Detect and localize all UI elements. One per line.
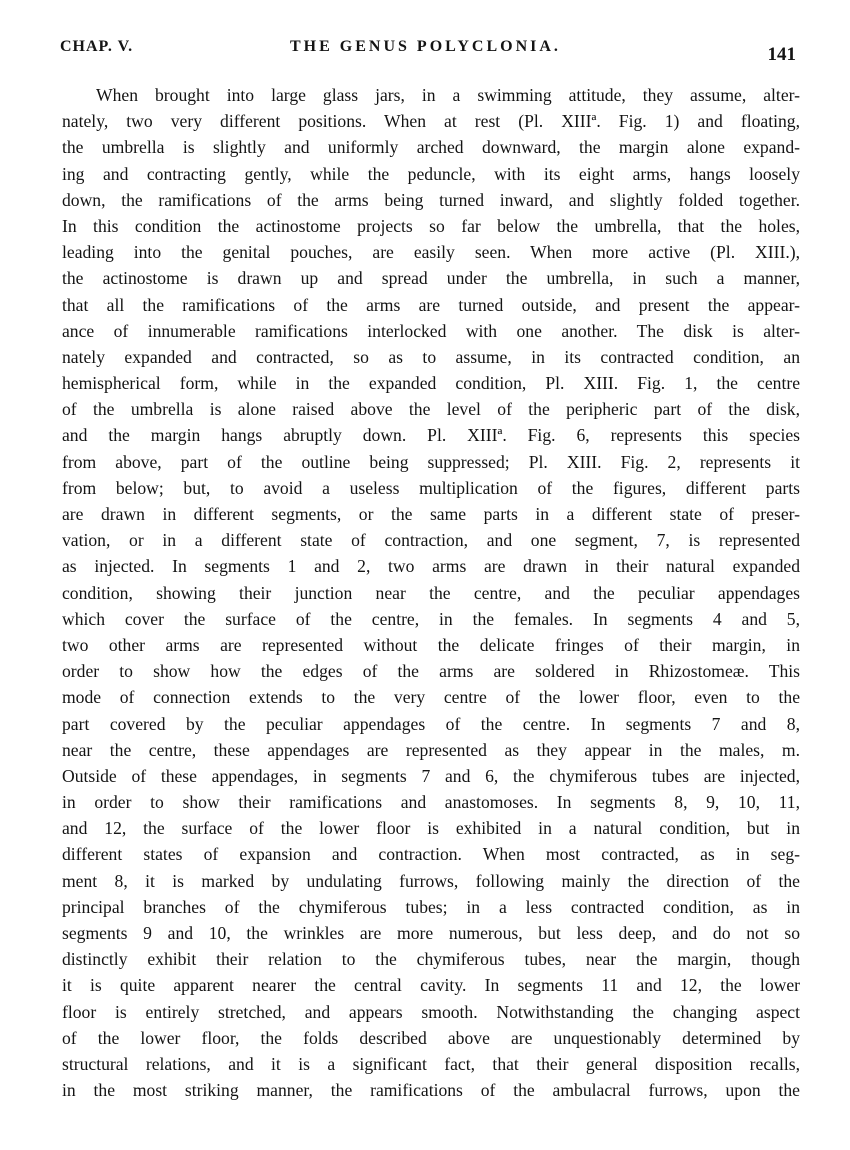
running-head bbox=[60, 32, 800, 68]
text-line: floor is entirely stretched, and appears smooth. Notwithstanding the changing aspect bbox=[62, 1001, 800, 1022]
text-line: ment 8, it is marked by undulating furrows, following mainly the direction of the bbox=[62, 870, 800, 891]
text-line: it is quite apparent nearer the central cavity. In segments 11 and 12, the lower bbox=[62, 975, 800, 996]
page-number: 141 bbox=[767, 44, 796, 65]
text-line: down, the ramifications of the arms being turned inward, and slightly folded together. bbox=[62, 189, 800, 210]
text-line: In this condition the actinostome projects so far below the umbrella, that the holes, bbox=[62, 215, 800, 236]
text-line: ing and contracting gently, while the peduncle, with its eight arms, hangs loosely bbox=[62, 163, 800, 184]
text-line: Outside of these appendages, in segments 7 and 6, the chymiferous tubes are injected, bbox=[62, 765, 800, 786]
text-line: hemispherical form, while in the expanded condition, Pl. XIII. Fig. 1, the centre bbox=[62, 373, 800, 394]
text-line: nately, two very different positions. When at rest (Pl. XIIIª. Fig. 1) and floating, bbox=[62, 111, 800, 132]
text-line: different states of expansion and contraction. When most contracted, as in seg- bbox=[62, 844, 800, 865]
text-line: that all the ramifications of the arms are turned outside, and present the appear- bbox=[62, 294, 800, 315]
text-line: mode of connection extends to the very centre of the lower floor, even to the bbox=[62, 687, 800, 708]
text-line: in order to show their ramifications and anastomoses. In segments 8, 9, 10, 11, bbox=[62, 792, 800, 813]
text-line: leading into the genital pouches, are easily seen. When more active (Pl. XIII.), bbox=[62, 242, 800, 263]
text-line: two other arms are represented without the delicate fringes of their margin, in bbox=[62, 634, 800, 655]
text-line: in the most striking manner, the ramifications of the ambulacral furrows, upon the bbox=[62, 1080, 800, 1101]
text-line: part covered by the peculiar appendages of the centre. In segments 7 and 8, bbox=[62, 713, 800, 734]
running-title: THE GENUS POLYCLONIA. bbox=[290, 38, 561, 55]
text-line: as injected. In segments 1 and 2, two arms are drawn in their natural expanded bbox=[62, 556, 800, 577]
text-line: structural relations, and it is a significant fact, that their general disposition recalls, bbox=[62, 1053, 800, 1074]
text-line: order to show how the edges of the arms are soldered in Rhizostomeæ. This bbox=[62, 661, 800, 682]
text-line: principal branches of the chymiferous tubes; in a less contracted condition, as in bbox=[62, 896, 800, 917]
text-line: of the lower floor, the folds described above are unquestionably determined by bbox=[62, 1027, 800, 1048]
text-line: from below; but, to avoid a useless multiplication of the figures, different parts bbox=[62, 477, 800, 498]
text-line: and 12, the surface of the lower floor is exhibited in a natural condition, but in bbox=[62, 818, 800, 839]
text-line: of the umbrella is alone raised above the level of the peripheric part of the disk, bbox=[62, 399, 800, 420]
text-line: which cover the surface of the centre, in the females. In segments 4 and 5, bbox=[62, 608, 800, 629]
text-line: nately expanded and contracted, so as to assume, in its contracted condition, an bbox=[62, 346, 800, 367]
text-line: the umbrella is slightly and uniformly arched downward, the margin alone expand- bbox=[62, 137, 800, 158]
text-line: near the centre, these appendages are represented as they appear in the males, m. bbox=[62, 739, 800, 760]
text-line: from above, part of the outline being suppressed; Pl. XIII. Fig. 2, represents it bbox=[62, 451, 800, 472]
text-line: distinctly exhibit their relation to the chymiferous tubes, near the margin, though bbox=[62, 949, 800, 970]
body-paragraph bbox=[62, 82, 800, 1103]
text-line: When brought into large glass jars, in a swimming attitude, they assume, alter- bbox=[96, 85, 800, 105]
text-line: segments 9 and 10, the wrinkles are more numerous, but less deep, and do not so bbox=[62, 923, 800, 943]
chapter-label: CHAP. V. bbox=[60, 38, 134, 55]
text-line: ance of innumerable ramifications interlocked with one another. The disk is alter- bbox=[62, 320, 800, 341]
text-line: vation, or in a different state of contraction, and one segment, 7, is represented bbox=[62, 530, 800, 551]
text-line: the actinostome is drawn up and spread under the umbrella, in such a manner, bbox=[62, 268, 800, 289]
text-line: condition, showing their junction near the centre, and the peculiar appendages bbox=[62, 582, 800, 603]
text-line: are drawn in different segments, or the same parts in a different state of preser- bbox=[62, 504, 800, 524]
text-line: and the margin hangs abruptly down. Pl. XIIIª. Fig. 6, represents this species bbox=[62, 425, 800, 446]
